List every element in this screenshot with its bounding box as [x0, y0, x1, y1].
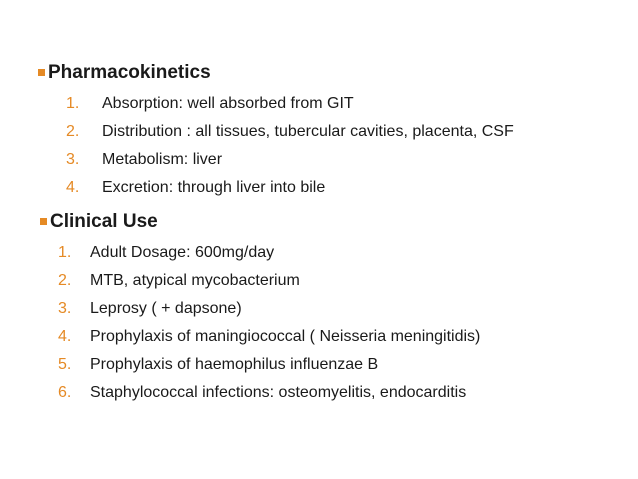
list-item	[0, 267, 638, 295]
square-bullet-icon	[38, 69, 45, 76]
clinical-use-list	[0, 239, 638, 407]
list-item-number: 4.	[58, 328, 72, 345]
list-item-number: 4.	[66, 179, 80, 196]
square-bullet-icon	[40, 218, 47, 225]
list-item	[0, 239, 638, 267]
pharmacokinetics-section	[0, 60, 638, 202]
pharmacokinetics-list	[0, 90, 638, 202]
clinical-use-heading-text: Clinical Use	[50, 211, 158, 232]
list-item-text: Adult Dosage: 600mg/day	[90, 244, 275, 261]
pharmacokinetics-heading	[0, 60, 638, 86]
list-item-number: 1.	[58, 244, 72, 261]
list-item-number: 2.	[58, 272, 72, 289]
list-item-text: MTB, atypical mycobacterium	[90, 272, 300, 289]
list-item-number: 6.	[58, 384, 72, 401]
list-item-text: Absorption: well absorbed from GIT	[102, 95, 354, 112]
list-item-number: 3.	[58, 300, 72, 317]
clinical-use-section	[0, 209, 638, 407]
list-item-text: Metabolism: liver	[102, 151, 223, 168]
list-item	[0, 351, 638, 379]
list-item-text: Staphylococcal infections: osteomyelitis, endocarditis	[90, 384, 467, 401]
list-item	[0, 118, 638, 146]
list-item-text: Prophylaxis of haemophilus influenzae B	[90, 356, 379, 373]
list-item-number: 5.	[58, 356, 72, 373]
list-item-number: 3.	[66, 151, 80, 168]
list-item	[0, 90, 638, 118]
list-item-number: 1.	[66, 95, 80, 112]
list-item	[0, 146, 638, 174]
list-item-text: Excretion: through liver into bile	[102, 179, 326, 196]
list-item-number: 2.	[66, 123, 80, 140]
list-item-text: Prophylaxis of maningiococcal ( Neisseria meningitidis)	[90, 328, 481, 345]
list-item-text: Distribution : all tissues, tubercular cavities, placenta, CSF	[102, 123, 514, 140]
list-item	[0, 379, 638, 407]
pharmacokinetics-heading-text: Pharmacokinetics	[48, 62, 211, 83]
clinical-use-heading	[0, 209, 638, 235]
list-item	[0, 295, 638, 323]
list-item-text: Leprosy ( + dapsone)	[90, 300, 242, 317]
list-item	[0, 174, 638, 202]
list-item	[0, 323, 638, 351]
